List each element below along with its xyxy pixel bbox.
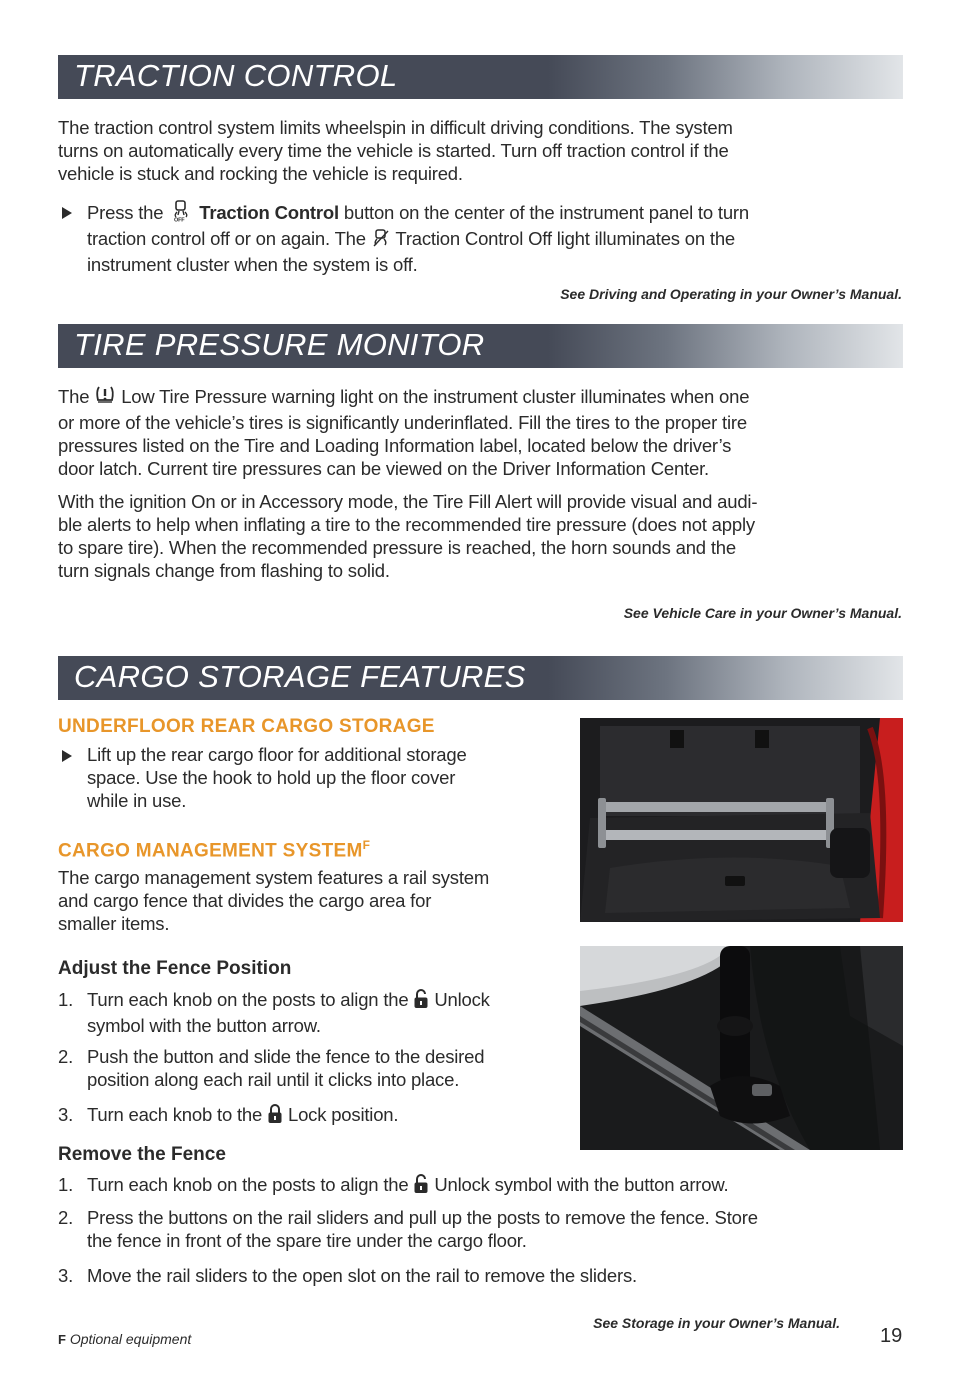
svg-text:OFF: OFF (174, 217, 185, 222)
lock-icon (267, 1104, 283, 1129)
traction-control-banner (58, 55, 903, 99)
adjust-step-1 (87, 988, 567, 1037)
adjust-step-2 (87, 1045, 567, 1091)
traction-control-heading: TRACTION CONTROL (74, 58, 398, 93)
adjust-step-text: Unlock (434, 989, 490, 1010)
underfloor-text: space. Use the hook to hold up the floor cover (87, 767, 456, 788)
traction-off-light-icon (371, 228, 391, 253)
traction-bullet (87, 200, 903, 276)
tire-paragraph-1 (58, 384, 903, 480)
cargo-management-title-text: CARGO MANAGEMENT SYSTEM (58, 840, 363, 862)
bullet-arrow-icon (62, 750, 72, 762)
remove-step-text: the fence in front of the spare tire under the cargo floor. (87, 1230, 527, 1251)
fence-post-photo (580, 946, 903, 1150)
optional-equipment-mark: F (362, 838, 371, 852)
tire-text: or more of the vehicle’s tires is significantly underinflated. Fill the tires to the proper tire (58, 412, 747, 433)
remove-step-2 (87, 1206, 903, 1252)
traction-bullet-text: traction control off or on again. The (87, 228, 366, 249)
step-number: 1. (58, 989, 74, 1010)
remove-step-text: Turn each knob on the posts to align the (87, 1174, 409, 1195)
traction-bullet-text: Traction Control Off light illuminates on the (395, 228, 736, 249)
tire-text: pressures listed on the Tire and Loading Information label, located below the driver’s (58, 435, 732, 456)
cargo-reference: See Storage in your Owner’s Manual. (593, 1315, 840, 1331)
cargo-storage-heading: CARGO STORAGE FEATURES (74, 659, 526, 694)
step-number: 2. (58, 1046, 74, 1067)
tire-text: Low Tire Pressure warning light on the instrument cluster illuminates when one (121, 386, 750, 407)
cargo-management-line: smaller items. (58, 913, 170, 934)
underfloor-storage-title: UNDERFLOOR REAR CARGO STORAGE (58, 716, 435, 737)
bullet-arrow-icon (62, 207, 72, 219)
traction-bullet-text: instrument cluster when the system is off. (87, 254, 418, 275)
cargo-management-line: and cargo fence that divides the cargo area for (58, 890, 432, 911)
step-number: 3. (58, 1265, 74, 1286)
adjust-fence-title: Adjust the Fence Position (58, 958, 292, 979)
traction-intro-line: vehicle is stuck and rocking the vehicle is required. (58, 163, 463, 184)
traction-reference: See Driving and Operating in your Owner’s Manual. (560, 286, 902, 302)
optional-equipment-mark: F (58, 1332, 66, 1347)
adjust-step-3 (87, 1103, 567, 1129)
cargo-storage-banner (58, 656, 903, 700)
tire-text: ble alerts to help when inflating a tire to the recommended tire pressure (does not apply (58, 514, 755, 535)
low-tire-pressure-icon (94, 384, 116, 411)
adjust-step-text: Lock position. (288, 1104, 399, 1125)
page-number: 19 (880, 1325, 903, 1347)
footnote-text: Optional equipment (69, 1331, 192, 1347)
step-number: 3. (58, 1104, 74, 1125)
traction-bullet-text: Press the (87, 202, 164, 223)
adjust-step-text: Turn each knob to the (87, 1104, 263, 1125)
tire-pressure-heading: TIRE PRESSURE MONITOR (74, 327, 485, 362)
optional-equipment-footnote (58, 1331, 191, 1347)
underfloor-text: while in use. (87, 790, 187, 811)
traction-intro-line: The traction control system limits wheelspin in difficult driving conditions. The system (58, 117, 733, 138)
traction-intro (58, 116, 903, 185)
step-number: 1. (58, 1174, 74, 1195)
remove-step-text: Press the buttons on the rail sliders and pull up the posts to remove the fence. Store (87, 1207, 758, 1228)
adjust-step-text: symbol with the button arrow. (87, 1015, 321, 1036)
traction-control-off-icon (168, 200, 194, 227)
tire-paragraph-2 (58, 490, 903, 582)
unlock-icon (413, 989, 429, 1014)
cargo-management-title (58, 838, 370, 862)
tire-text: to spare tire). When the recommended pressure is reached, the horn sounds and the (58, 537, 736, 558)
tire-text: turn signals change from flashing to solid. (58, 560, 390, 581)
adjust-step-text: Push the button and slide the fence to the desired (87, 1046, 485, 1067)
remove-fence-title: Remove the Fence (58, 1144, 226, 1165)
remove-step-text: Unlock symbol with the button arrow. (434, 1174, 729, 1195)
traction-control-button-name: Traction Control (199, 202, 339, 223)
underfloor-text: Lift up the rear cargo floor for additional storage (87, 744, 467, 765)
cargo-management-line: The cargo management system features a rail system (58, 867, 490, 888)
remove-step-1 (87, 1173, 903, 1199)
tire-text: The (58, 386, 90, 407)
tire-reference: See Vehicle Care in your Owner’s Manual. (623, 605, 902, 621)
tire-pressure-banner (58, 324, 903, 368)
adjust-step-text: Turn each knob on the posts to align the (87, 989, 409, 1010)
tire-text: With the ignition On or in Accessory mode, the Tire Fill Alert will provide visual and audi- (58, 491, 758, 512)
traction-bullet-text: button on the center of the instrument panel to turn (343, 202, 749, 223)
cargo-management-text (58, 866, 570, 935)
adjust-step-text: position along each rail until it clicks into place. (87, 1069, 460, 1090)
tire-text: door latch. Current tire pressures can be viewed on the Driver Information Center. (58, 458, 709, 479)
cargo-area-photo (580, 718, 903, 922)
step-number: 2. (58, 1207, 74, 1228)
traction-intro-line: turns on automatically every time the vehicle is started. Turn off traction control if the (58, 140, 729, 161)
remove-step-3: Move the rail sliders to the open slot on the rail to remove the sliders. (87, 1265, 637, 1286)
unlock-icon (413, 1174, 429, 1199)
underfloor-bullet (87, 743, 567, 812)
